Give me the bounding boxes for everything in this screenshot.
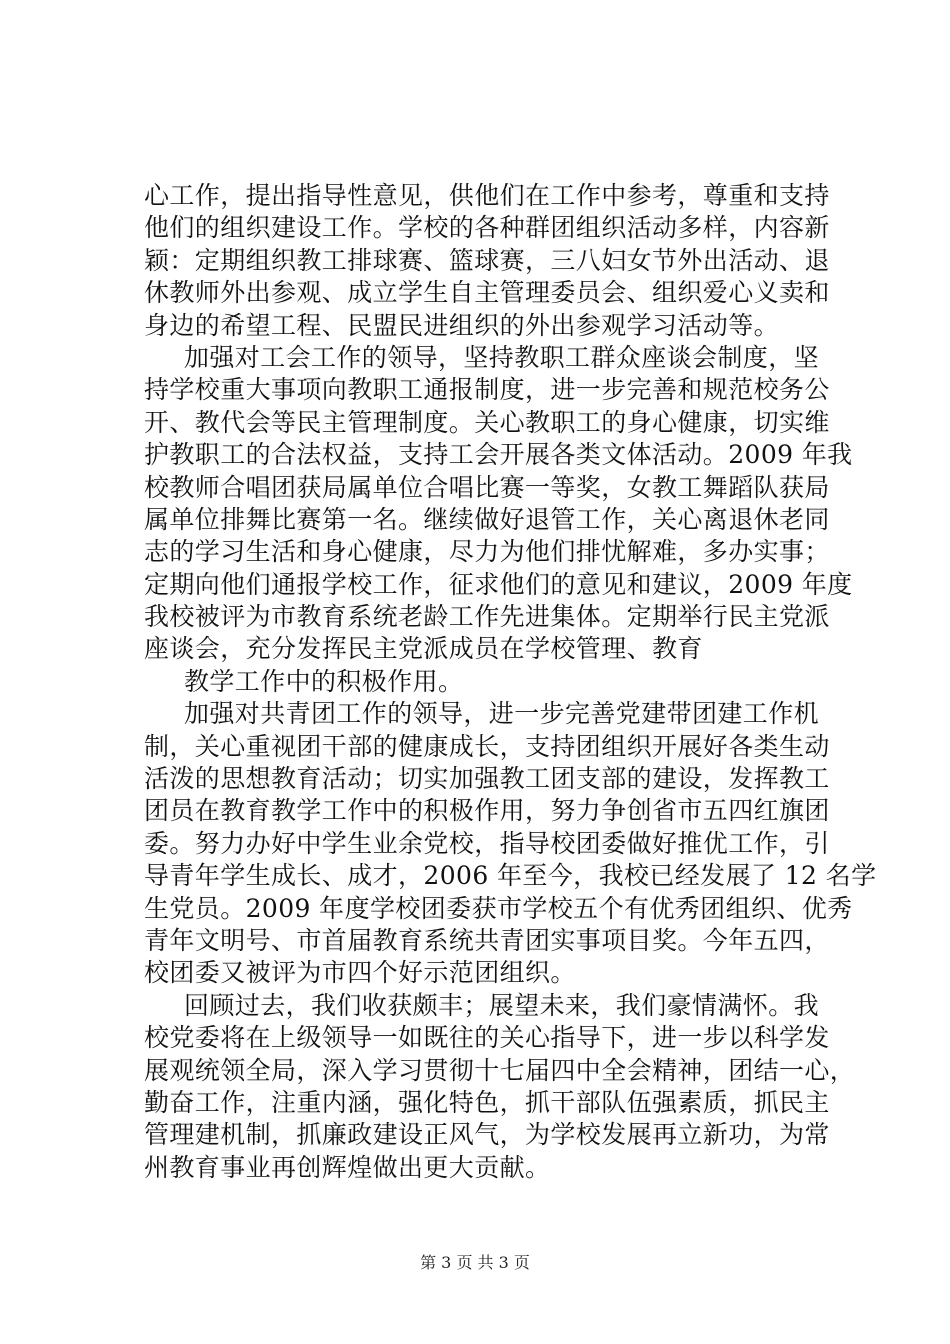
text-line: 志的学习生活和身心健康，尽力为他们排忧解难，多办实事；	[144, 537, 830, 567]
text-line: 他们的组织建设工作。学校的各种群团组织活动多样，内容新	[144, 213, 830, 243]
text-line: 回顾过去，我们收获颇丰；展望未来，我们豪情满怀。我	[184, 990, 820, 1020]
text-line: 州教育事业再创辉煌做出更大贡献。	[144, 1152, 551, 1182]
page-number-footer: 第 3 页 共 3 页	[420, 1253, 530, 1272]
text-line: 开、教代会等民主管理制度。关心教职工的身心健康，切实维	[144, 407, 830, 437]
text-line: 加强对工会工作的领导，坚持教职工群众座谈会制度，坚	[184, 342, 820, 372]
text-line: 护教职工的合法权益，支持工会开展各类文体活动。2009 年我	[144, 440, 853, 470]
text-line: 座谈会，充分发挥民主党派成员在学校管理、教育	[144, 634, 703, 664]
text-line: 颖：定期组织教工排球赛、篮球赛，三八妇女节外出活动、退	[144, 245, 830, 275]
text-line: 心工作，提出指导性意见，供他们在工作中参考，尊重和支持	[144, 181, 830, 210]
text-line: 制，关心重视团干部的健康成长，支持团组织开展好各类生动	[144, 731, 830, 761]
text-line: 团员在教育教学工作中的积极作用，努力争创省市五四红旗团	[144, 796, 830, 826]
text-line: 加强对共青团工作的领导，进一步完善党建带团建工作机	[184, 699, 820, 729]
text-line: 校团委又被评为市四个好示范团组织。	[144, 958, 576, 988]
text-line: 校党委将在上级领导一如既往的关心指导下，进一步以科学发	[144, 1023, 830, 1053]
text-line: 教学工作中的积极作用。	[184, 666, 464, 696]
text-line: 属单位排舞比赛第一名。继续做好退管工作，关心离退休老同	[144, 504, 830, 534]
text-line: 青年文明号、市首届教育系统共青团实事项目奖。今年五四，	[144, 925, 830, 955]
text-line: 活泼的思想教育活动；切实加强教工团支部的建设，发挥教工	[144, 764, 830, 794]
text-line: 我校被评为市教育系统老龄工作先进集体。定期举行民主党派	[144, 602, 830, 632]
text-line: 导青年学生成长、成才，2006 年至今，我校已经发展了 12 名学	[144, 861, 877, 891]
text-line: 校教师合唱团获局属单位合唱比赛一等奖，女教工舞蹈队获局	[144, 472, 830, 502]
text-line: 持学校重大事项向教职工通报制度，进一步完善和规范校务公	[144, 375, 830, 405]
document-body	[144, 180, 877, 1184]
text-line: 管理建机制，抓廉政建设正风气，为学校发展再立新功，为常	[144, 1120, 830, 1150]
text-line: 生党员。2009 年度学校团委获市学校五个有优秀团组织、优秀	[144, 893, 853, 923]
text-line: 展观统领全局，深入学习贯彻十七届四中全会精神，团结一心，	[144, 1055, 856, 1085]
text-line: 定期向他们通报学校工作，征求他们的意见和建议，2009 年度	[144, 569, 853, 599]
text-line: 身边的希望工程、民盟民进组织的外出参观学习活动等。	[144, 310, 780, 340]
text-line: 休教师外出参观、成立学生自主管理委员会、组织爱心义卖和	[144, 278, 830, 308]
text-line: 委。努力办好中学生业余党校，指导校团委做好推优工作，引	[144, 828, 830, 858]
text-line: 勤奋工作，注重内涵，强化特色，抓干部队伍强素质，抓民主	[144, 1087, 830, 1117]
